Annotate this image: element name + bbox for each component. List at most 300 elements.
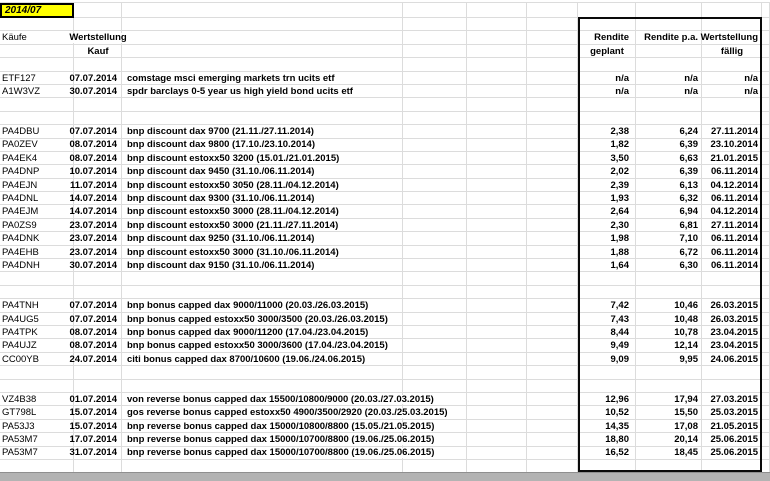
grid-cell[interactable] <box>762 339 770 352</box>
cell-purchase-date[interactable] <box>69 205 122 218</box>
cell-purchase-date[interactable] <box>69 192 122 205</box>
cell-faellig-date[interactable] <box>702 85 762 98</box>
grid-cell[interactable] <box>578 112 636 125</box>
cell-purchase-date[interactable] <box>69 433 122 446</box>
grid-cell[interactable] <box>467 58 527 71</box>
grid-cell[interactable] <box>122 58 403 71</box>
cell-rendite-geplant-text: n/a <box>615 85 629 97</box>
header-faellig[interactable] <box>702 45 762 58</box>
grid-cell[interactable] <box>762 85 770 98</box>
grid-cell[interactable] <box>403 380 467 393</box>
cell-purchase-date-text: 07.07.2014 <box>69 126 117 138</box>
cell-rendite-pa-text: 10,48 <box>674 313 698 325</box>
grid-cell[interactable] <box>702 112 762 125</box>
cell-purchase-date[interactable] <box>69 85 122 98</box>
cell-faellig-date-text: 23.04.2015 <box>710 340 758 352</box>
grid-cell[interactable] <box>762 420 770 433</box>
cell-security-code[interactable] <box>0 406 74 419</box>
cell-purchase-date[interactable] <box>69 219 122 232</box>
grid-cell[interactable] <box>0 45 74 58</box>
cell-security-code[interactable] <box>0 192 74 205</box>
grid-cell[interactable] <box>762 45 770 58</box>
cell-purchase-date[interactable] <box>69 259 122 272</box>
cell-faellig-date[interactable] <box>702 353 762 366</box>
grid-cell[interactable] <box>122 366 403 379</box>
cell-rendite-pa[interactable] <box>636 353 702 366</box>
cell-description-text: bnp discount dax 9700 (21.11./27.11.2014) <box>127 127 317 137</box>
cell-rendite-pa[interactable] <box>636 192 702 205</box>
grid-cell[interactable] <box>527 272 578 285</box>
grid-cell[interactable] <box>122 3 403 18</box>
cell-description[interactable] <box>122 85 578 98</box>
cell-rendite-pa[interactable] <box>636 259 702 272</box>
cell-faellig-date[interactable] <box>702 326 762 339</box>
header-geplant[interactable] <box>578 45 636 58</box>
grid-cell[interactable] <box>702 3 762 18</box>
cell-faellig-date[interactable] <box>702 192 762 205</box>
grid-cell[interactable] <box>403 112 467 125</box>
grid-cell[interactable] <box>0 18 74 31</box>
cell-rendite-pa[interactable] <box>636 179 702 192</box>
cell-security-code[interactable] <box>0 125 74 138</box>
cell-rendite-geplant[interactable] <box>578 152 636 165</box>
grid-cell[interactable] <box>762 18 770 31</box>
cell-rendite-geplant[interactable] <box>578 326 636 339</box>
grid-cell[interactable] <box>0 58 74 71</box>
cell-security-code[interactable] <box>0 326 74 339</box>
cell-faellig-date[interactable] <box>702 205 762 218</box>
grid-cell[interactable] <box>527 380 578 393</box>
cell-purchase-date[interactable] <box>69 326 122 339</box>
grid-cell[interactable] <box>403 272 467 285</box>
cell-rendite-pa[interactable] <box>636 313 702 326</box>
cell-description-text: bnp bonus capped dax 9000/11200 (17.04./23.04.2015) <box>127 328 371 338</box>
cell-description[interactable] <box>122 232 578 245</box>
grid-cell[interactable] <box>122 286 403 299</box>
grid-cell[interactable] <box>467 366 527 379</box>
cell-rendite-pa[interactable] <box>636 205 702 218</box>
grid-cell[interactable] <box>702 98 762 111</box>
grid-cell[interactable] <box>527 3 578 18</box>
grid-cell[interactable] <box>636 3 702 18</box>
grid-cell[interactable] <box>762 112 770 125</box>
grid-cell[interactable] <box>762 313 770 326</box>
cell-rendite-geplant[interactable] <box>578 192 636 205</box>
cell-description[interactable] <box>122 353 578 366</box>
cell-rendite-geplant[interactable] <box>578 165 636 178</box>
cell-purchase-date[interactable] <box>69 152 122 165</box>
cell-description-text: bnp reverse bonus capped dax 15000/10700/8800 (19.06./25.06.2015) <box>127 435 437 445</box>
cell-faellig-date[interactable] <box>702 299 762 312</box>
cell-rendite-pa[interactable] <box>636 152 702 165</box>
cell-description-text: bnp reverse bonus capped dax 15000/10800/8800 (15.05./21.05.2015) <box>127 422 437 432</box>
cell-description[interactable] <box>122 165 578 178</box>
grid-cell[interactable] <box>762 31 770 44</box>
grid-cell[interactable] <box>762 286 770 299</box>
cell-description-text: bnp discount dax 9800 (17.10./23.10.2014) <box>127 140 318 150</box>
cell-description[interactable] <box>122 152 578 165</box>
cell-rendite-geplant[interactable] <box>578 433 636 446</box>
cell-description[interactable] <box>122 192 578 205</box>
grid-cell[interactable] <box>122 112 403 125</box>
cell-rendite-pa[interactable] <box>636 139 702 152</box>
cell-faellig-date[interactable] <box>702 393 762 406</box>
grid-cell[interactable] <box>702 18 762 31</box>
grid-cell[interactable] <box>122 18 403 31</box>
cell-purchase-date[interactable] <box>69 447 122 460</box>
grid-cell[interactable] <box>74 286 122 299</box>
grid-cell[interactable] <box>467 272 527 285</box>
cell-description[interactable] <box>122 246 578 259</box>
grid-cell[interactable] <box>467 286 527 299</box>
cell-purchase-date[interactable] <box>69 232 122 245</box>
cell-faellig-date[interactable] <box>702 179 762 192</box>
cell-rendite-pa[interactable] <box>636 299 702 312</box>
grid-cell[interactable] <box>762 433 770 446</box>
cell-faellig-date[interactable] <box>702 259 762 272</box>
grid-cell[interactable] <box>122 272 403 285</box>
grid-cell[interactable] <box>467 112 527 125</box>
cell-rendite-geplant[interactable] <box>578 406 636 419</box>
grid-cell[interactable] <box>527 98 578 111</box>
cell-description[interactable] <box>122 447 578 460</box>
grid-cell[interactable] <box>578 58 636 71</box>
cell-description[interactable] <box>122 406 578 419</box>
grid-cell[interactable] <box>527 45 578 58</box>
grid-cell[interactable] <box>467 98 527 111</box>
grid-cell[interactable] <box>403 31 467 44</box>
grid-cell[interactable] <box>762 165 770 178</box>
cell-purchase-date[interactable] <box>69 299 122 312</box>
grid-cell[interactable] <box>0 112 74 125</box>
grid-cell[interactable] <box>74 18 122 31</box>
cell-rendite-pa[interactable] <box>636 85 702 98</box>
cell-purchase-date[interactable] <box>69 125 122 138</box>
grid-cell[interactable] <box>0 286 74 299</box>
cell-security-code[interactable] <box>0 433 74 446</box>
grid-cell[interactable] <box>403 45 467 58</box>
cell-faellig-date[interactable] <box>702 72 762 85</box>
grid-cell[interactable] <box>467 3 527 18</box>
grid-cell[interactable] <box>527 58 578 71</box>
cell-faellig-date[interactable] <box>702 125 762 138</box>
grid-cell[interactable] <box>403 3 467 18</box>
cell-faellig-date-text: 25.06.2015 <box>710 447 758 459</box>
cell-rendite-pa[interactable] <box>636 406 702 419</box>
grid-cell[interactable] <box>702 286 762 299</box>
cell-security-code-text: A1W3VZ <box>2 85 41 97</box>
grid-cell[interactable] <box>762 447 770 460</box>
cell-description[interactable] <box>122 299 578 312</box>
grid-cell[interactable] <box>527 31 578 44</box>
cell-rendite-geplant[interactable] <box>578 85 636 98</box>
grid-cell[interactable] <box>762 139 770 152</box>
cell-description[interactable] <box>122 205 578 218</box>
cell-faellig-date[interactable] <box>702 165 762 178</box>
header-wertstellung-kauf[interactable] <box>69 31 127 44</box>
grid-cell[interactable] <box>636 272 702 285</box>
cell-rendite-pa-text: 17,08 <box>674 420 698 432</box>
grid-cell[interactable] <box>527 112 578 125</box>
cell-rendite-pa[interactable] <box>636 433 702 446</box>
cell-purchase-date[interactable] <box>69 72 122 85</box>
cell-rendite-geplant[interactable] <box>578 259 636 272</box>
cell-rendite-geplant[interactable] <box>578 313 636 326</box>
grid-cell[interactable] <box>762 125 770 138</box>
cell-security-code[interactable] <box>0 205 74 218</box>
cell-purchase-date[interactable] <box>69 165 122 178</box>
cell-rendite-pa[interactable] <box>636 447 702 460</box>
grid-cell[interactable] <box>762 72 770 85</box>
grid-cell[interactable] <box>74 272 122 285</box>
cell-faellig-date[interactable] <box>702 152 762 165</box>
cell-description[interactable] <box>122 259 578 272</box>
grid-cell[interactable] <box>702 366 762 379</box>
cell-description-text: von reverse bonus capped dax 15500/10800/9000 (20.03./27.03.2015) <box>127 395 437 405</box>
grid-cell[interactable] <box>0 366 74 379</box>
cell-rendite-pa[interactable] <box>636 246 702 259</box>
grid-cell[interactable] <box>762 366 770 379</box>
grid-cell[interactable] <box>578 98 636 111</box>
cell-faellig-date[interactable] <box>702 219 762 232</box>
grid-cell[interactable] <box>527 366 578 379</box>
cell-faellig-date[interactable] <box>702 232 762 245</box>
grid-cell[interactable] <box>403 98 467 111</box>
grid-cell[interactable] <box>762 393 770 406</box>
cell-purchase-date-text: 30.07.2014 <box>69 259 117 271</box>
grid-cell[interactable] <box>578 272 636 285</box>
cell-purchase-date[interactable] <box>69 353 122 366</box>
grid-cell[interactable] <box>0 98 74 111</box>
header-rendite-pa[interactable] <box>636 31 702 44</box>
cell-security-code[interactable] <box>0 339 74 352</box>
grid-cell[interactable] <box>702 58 762 71</box>
grid-cell[interactable] <box>762 3 770 18</box>
grid-cell[interactable] <box>122 31 403 44</box>
cell-security-code[interactable] <box>0 259 74 272</box>
cell-security-code[interactable] <box>0 85 74 98</box>
grid-cell[interactable] <box>702 272 762 285</box>
cell-purchase-date[interactable] <box>69 393 122 406</box>
cell-security-code[interactable] <box>0 353 74 366</box>
cell-rendite-pa-text: 17,94 <box>674 393 698 405</box>
cell-security-code[interactable] <box>0 219 74 232</box>
cell-faellig-date[interactable] <box>702 433 762 446</box>
cell-description[interactable] <box>122 139 578 152</box>
grid-cell[interactable] <box>578 286 636 299</box>
grid-cell[interactable] <box>762 58 770 71</box>
grid-cell[interactable] <box>762 205 770 218</box>
header-kauf-text: Kauf <box>87 45 109 57</box>
grid-cell[interactable] <box>578 380 636 393</box>
cell-description[interactable] <box>122 179 578 192</box>
grid-cell[interactable] <box>122 98 403 111</box>
grid-cell[interactable] <box>762 246 770 259</box>
cell-purchase-date[interactable] <box>69 406 122 419</box>
grid-cell[interactable] <box>122 380 403 393</box>
grid-cell[interactable] <box>403 366 467 379</box>
grid-cell[interactable] <box>467 380 527 393</box>
grid-cell[interactable] <box>74 380 122 393</box>
grid-cell[interactable] <box>762 380 770 393</box>
grid-cell[interactable] <box>636 58 702 71</box>
grid-cell[interactable] <box>578 3 636 18</box>
grid-cell[interactable] <box>527 286 578 299</box>
grid-cell[interactable] <box>636 45 702 58</box>
cell-security-code[interactable] <box>0 72 74 85</box>
cell-description[interactable] <box>122 125 578 138</box>
grid-cell[interactable] <box>578 18 636 31</box>
cell-description[interactable] <box>122 433 578 446</box>
grid-cell[interactable] <box>762 98 770 111</box>
header-kaeufe-text: Käufe <box>2 32 27 44</box>
cell-rendite-geplant[interactable] <box>578 232 636 245</box>
cell-rendite-pa[interactable] <box>636 125 702 138</box>
cell-faellig-date[interactable] <box>702 139 762 152</box>
cell-description[interactable] <box>122 393 578 406</box>
cell-purchase-date[interactable] <box>69 313 122 326</box>
grid-cell[interactable] <box>636 18 702 31</box>
cell-rendite-geplant[interactable] <box>578 219 636 232</box>
cell-faellig-date-text: 04.12.2014 <box>710 179 758 191</box>
grid-cell[interactable] <box>74 98 122 111</box>
grid-cell[interactable] <box>74 112 122 125</box>
cell-purchase-date[interactable] <box>69 420 122 433</box>
cell-rendite-pa-text: 15,50 <box>674 407 698 419</box>
grid-cell[interactable] <box>0 272 74 285</box>
cell-faellig-date[interactable] <box>702 420 762 433</box>
grid-cell[interactable] <box>636 98 702 111</box>
cell-rendite-pa[interactable] <box>636 232 702 245</box>
cell-rendite-geplant[interactable] <box>578 125 636 138</box>
cell-rendite-pa[interactable] <box>636 326 702 339</box>
cell-rendite-geplant[interactable] <box>578 246 636 259</box>
grid-cell[interactable] <box>762 259 770 272</box>
period-cell[interactable] <box>0 3 74 18</box>
cell-rendite-pa[interactable] <box>636 72 702 85</box>
grid-cell[interactable] <box>762 353 770 366</box>
grid-cell[interactable] <box>122 45 403 58</box>
grid-cell[interactable] <box>527 18 578 31</box>
header-wertstellung-faellig[interactable] <box>702 31 762 44</box>
grid-cell[interactable] <box>578 366 636 379</box>
cell-description[interactable] <box>122 219 578 232</box>
cell-security-code-text: ETF127 <box>2 72 36 84</box>
cell-purchase-date[interactable] <box>69 139 122 152</box>
grid-cell[interactable] <box>636 112 702 125</box>
grid-cell[interactable] <box>403 58 467 71</box>
cell-rendite-geplant[interactable] <box>578 339 636 352</box>
cell-security-code[interactable] <box>0 179 74 192</box>
cell-rendite-pa-text: 12,14 <box>674 340 698 352</box>
cell-description[interactable] <box>122 326 578 339</box>
grid-cell[interactable] <box>636 366 702 379</box>
cell-rendite-pa[interactable] <box>636 219 702 232</box>
cell-security-code[interactable] <box>0 232 74 245</box>
cell-rendite-geplant[interactable] <box>578 72 636 85</box>
cell-security-code[interactable] <box>0 420 74 433</box>
cell-faellig-date[interactable] <box>702 447 762 460</box>
cell-description[interactable] <box>122 420 578 433</box>
cell-purchase-date[interactable] <box>69 339 122 352</box>
cell-security-code[interactable] <box>0 393 74 406</box>
cell-security-code[interactable] <box>0 165 74 178</box>
grid-cell[interactable] <box>74 58 122 71</box>
cell-faellig-date-text: 06.11.2014 <box>710 246 758 258</box>
cell-purchase-date[interactable] <box>69 246 122 259</box>
cell-rendite-pa[interactable] <box>636 393 702 406</box>
grid-cell[interactable] <box>467 18 527 31</box>
cell-purchase-date-text: 01.07.2014 <box>69 393 117 405</box>
cell-rendite-geplant[interactable] <box>578 139 636 152</box>
grid-cell[interactable] <box>762 179 770 192</box>
cell-rendite-pa-text: 18,45 <box>674 447 698 459</box>
cell-security-code[interactable] <box>0 152 74 165</box>
cell-security-code[interactable] <box>0 447 74 460</box>
cell-rendite-geplant[interactable] <box>578 420 636 433</box>
cell-rendite-geplant[interactable] <box>578 447 636 460</box>
grid-cell[interactable] <box>636 380 702 393</box>
grid-cell[interactable] <box>74 3 122 18</box>
cell-security-code[interactable] <box>0 139 74 152</box>
cell-rendite-pa[interactable] <box>636 339 702 352</box>
cell-description[interactable] <box>122 313 578 326</box>
cell-security-code[interactable] <box>0 246 74 259</box>
grid-cell[interactable] <box>762 299 770 312</box>
cell-rendite-geplant[interactable] <box>578 393 636 406</box>
grid-cell[interactable] <box>762 406 770 419</box>
grid-cell[interactable] <box>762 272 770 285</box>
grid-cell[interactable] <box>0 380 74 393</box>
cell-faellig-date-text: 27.11.2014 <box>710 219 758 231</box>
cell-rendite-pa[interactable] <box>636 165 702 178</box>
cell-rendite-pa-text: 10,46 <box>674 300 698 312</box>
cell-rendite-pa[interactable] <box>636 420 702 433</box>
grid-cell[interactable] <box>762 219 770 232</box>
grid-cell[interactable] <box>636 286 702 299</box>
cell-rendite-geplant[interactable] <box>578 179 636 192</box>
grid-cell[interactable] <box>762 232 770 245</box>
cell-faellig-date[interactable] <box>702 246 762 259</box>
cell-rendite-geplant[interactable] <box>578 353 636 366</box>
grid-cell[interactable] <box>403 286 467 299</box>
grid-cell[interactable] <box>467 45 527 58</box>
grid-cell[interactable] <box>403 18 467 31</box>
cell-faellig-date[interactable] <box>702 339 762 352</box>
cell-security-code[interactable] <box>0 299 74 312</box>
cell-rendite-geplant[interactable] <box>578 205 636 218</box>
cell-faellig-date-text: 21.01.2015 <box>710 152 758 164</box>
grid-cell[interactable] <box>762 152 770 165</box>
grid-cell[interactable] <box>762 192 770 205</box>
header-rendite-geplant[interactable] <box>578 31 636 44</box>
cell-purchase-date[interactable] <box>69 179 122 192</box>
cell-security-code[interactable] <box>0 313 74 326</box>
cell-rendite-geplant[interactable] <box>578 299 636 312</box>
grid-cell[interactable] <box>467 31 527 44</box>
cell-purchase-date-text: 23.07.2014 <box>69 246 117 258</box>
grid-cell[interactable] <box>74 366 122 379</box>
cell-faellig-date[interactable] <box>702 406 762 419</box>
cell-description[interactable] <box>122 72 578 85</box>
grid-cell[interactable] <box>702 380 762 393</box>
sheet-bottom-bar[interactable] <box>0 472 770 481</box>
cell-faellig-date[interactable] <box>702 313 762 326</box>
header-kauf[interactable] <box>74 45 122 58</box>
cell-description[interactable] <box>122 339 578 352</box>
grid-cell[interactable] <box>762 326 770 339</box>
header-kaeufe[interactable] <box>0 31 74 44</box>
